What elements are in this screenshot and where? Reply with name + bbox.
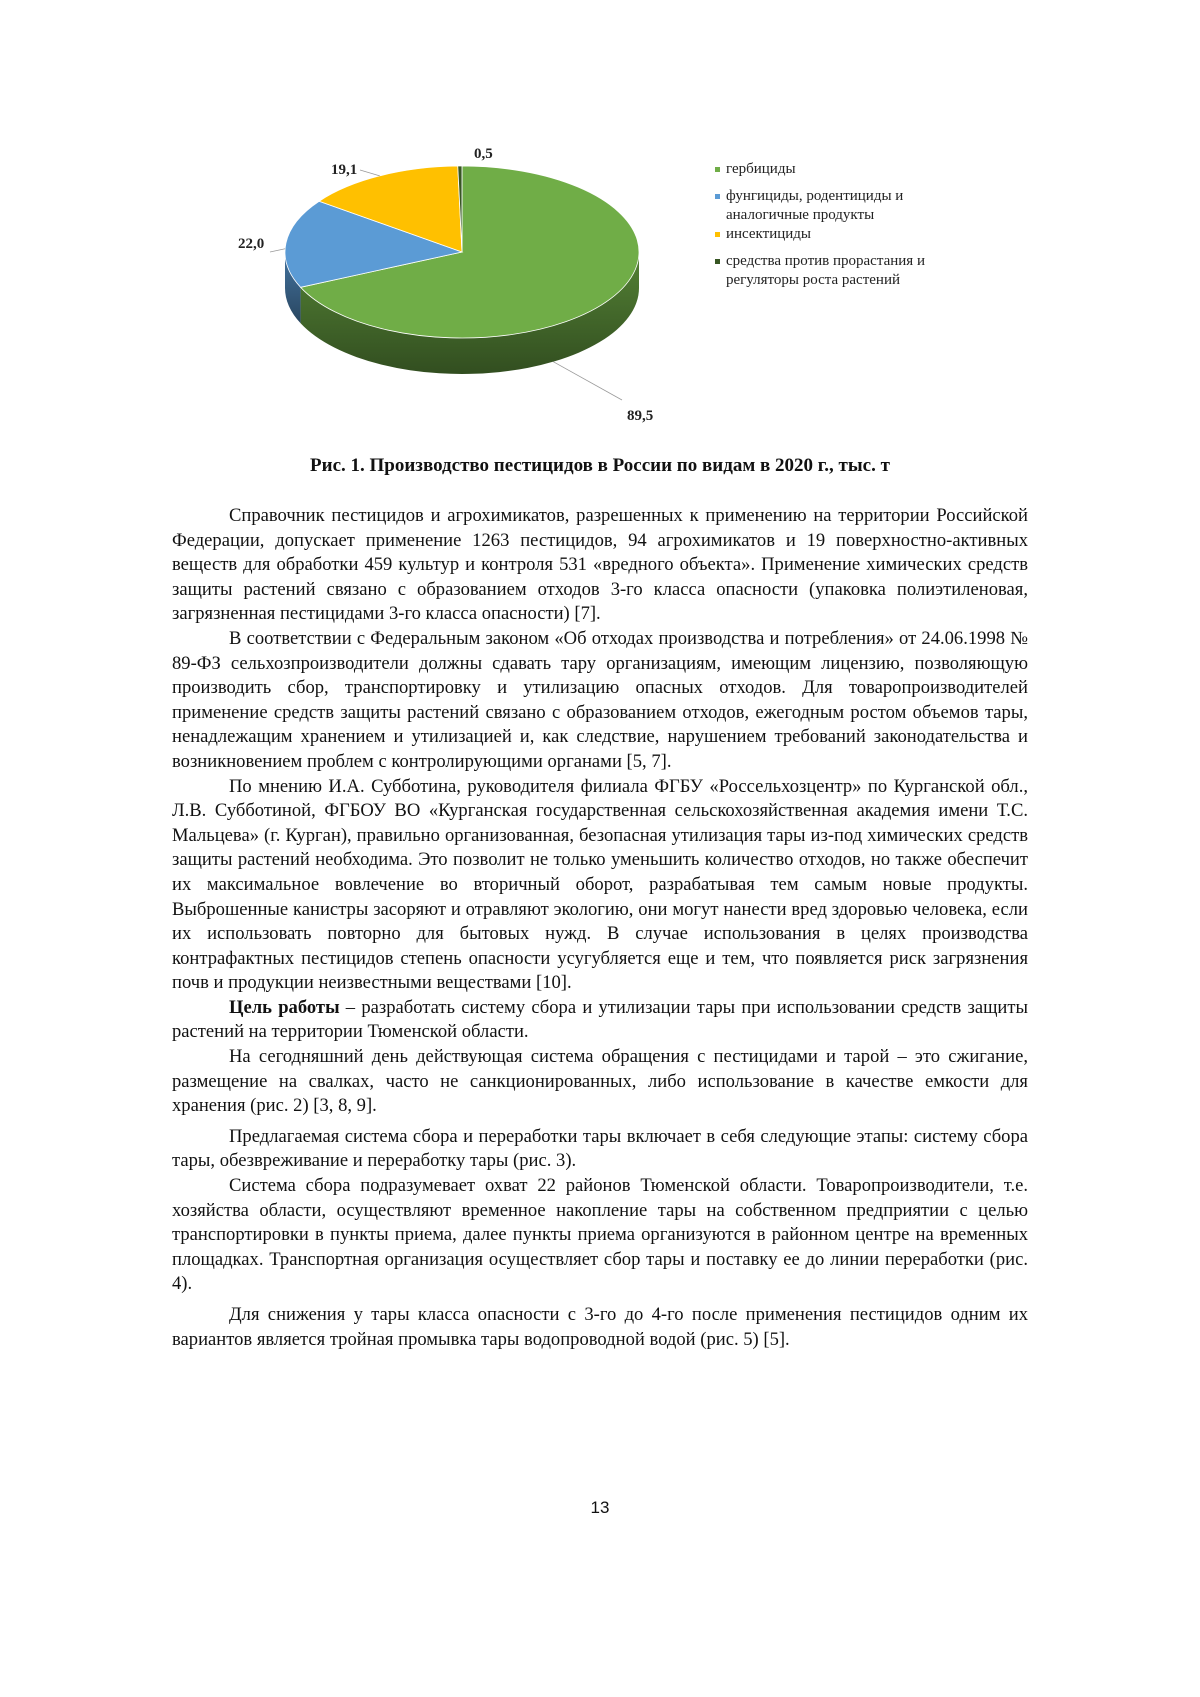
pie-label-insecticides: 19,1 [331,162,358,178]
goal-text: – разработать систему сбора и утилизации тары при использовании средств защиты растений на территории Тюменской области. [172,996,1028,1043]
paragraph: Справочник пестицидов и агрохимикатов, разрешенных к применению на территории Российской Федерации, допускает применение 1263 пестицидов, 94 агрохимикатов и 19 поверхностно-активных веществ для обработки 459 культур и контроля 531 «вредного объекта». Применение химических средств защиты растений связано с образованием отходов 3-го класса опасности (упаковка полиэтиленовая, загрязненная пестицидами 3-го класса опасности) [7]. [172,505,1028,625]
paragraph: В соответствии с Федеральным законом «Об отходах производства и потребления» от 24.06.1998 № 89-ФЗ сельхозпроизводители должны сдавать тару организациям, имеющим лицензию, позволяющую производить сбор, транспортировку и утилизацию опасных отходов. Для товаропроизводителей применение средств защиты растений связано с образованием отходов, ежегодным ростом объемов тары, ненадлежащим хранением и утилизацией и, как следствие, нарушением требований законодательства и возникновением проблем с контролирующими органами [5, 7]. [172,627,1028,772]
legend-label: инсектициды [726,226,811,242]
leader-line-0 [553,362,622,400]
legend-swatch [715,232,720,237]
legend-swatch [715,194,720,199]
legend-item-insecticides [715,225,975,244]
page-number: 13 [590,1498,610,1517]
pie-label-fungicides: 22,0 [238,236,265,252]
paragraph: Для снижения у тары класса опасности с 3-го до 4-го после применения пестицидов одним их вариантов является тройная промывка тары водопроводной водой (рис. 5) [5]. [172,1304,1028,1350]
paragraph: На сегодняшний день действующая система обращения с пестицидами и тарой – это сжигание, размещение на свалках, часто не санкционированных, либо использование в качестве емкости для хранения (рис. 2) [3, 8, 9]. [172,1046,1028,1117]
legend-label: фунгициды, родентициды и аналогичные продукты [726,188,904,223]
chart-legend [715,160,975,298]
pie-chart [230,140,970,440]
paragraph-goal [172,996,1028,1045]
paragraph: По мнению И.А. Субботина, руководителя филиала ФГБУ «Россельхозцентр» по Курганской обл., Л.В. Субботиной, ФГБОУ ВО «Курганская государственная сельскохозяйственная академия имени Т.С. Мальцева» (г. Курган), правильно организованная, безопасная утилизация тары из-под химических средств защиты растений необходима. Это позволит не только уменьшить количество отходов, но также обеспечит их максимальное вовлечение во вторичный оборот, разрабатывая тем самым новые продукты. Выброшенные канистры засоряют и отравляют экологию, они могут нанести вред здоровью человека, если их использовать повторно для бытовых нужд. В случае использования в целях производства контрафактных пестицидов степень опасности усугубляется еще и тем, что появляется риск загрязнения почв и продукции неизвестными веществами [10]. [172,775,1028,994]
legend-item-fungicides [715,187,975,225]
legend-swatch [715,167,720,172]
paragraph: Система сбора подразумевает охват 22 районов Тюменской области. Товаропроизводители, т.е. хозяйства области, осуществляют временное накопление тары на собственном предприятии с целью транспортировки в пункты приема, далее пункты приема организуются в районном центре на временных площадках. Транспортная организация осуществляет сбор тары и поставку ее до линии переработки (рис. 4). [172,1175,1028,1295]
legend-item-growth-regulators [715,252,975,290]
legend-label: средства против прорастания и регуляторы роста растений [726,253,925,288]
pie-label-herbicides: 89,5 [627,408,654,424]
legend-swatch [715,259,720,264]
legend-label: гербициды [726,161,796,177]
goal-label: Цель работы [229,996,340,1018]
pie-label-growth-regulators: 0,5 [474,146,493,162]
legend-item-herbicides [715,160,975,179]
body-text [172,504,1028,1352]
leader-line-2 [360,170,380,176]
figure-caption: Рис. 1. Производство пестицидов в России по видам в 2020 г., тыс. т [310,455,890,476]
paragraph: Предлагаемая система сбора и переработки тары включает в себя следующие этапы: систему сбора тары, обезвреживание и переработку тары (рис. 3). [172,1125,1028,1172]
leader-line-1 [270,249,285,252]
